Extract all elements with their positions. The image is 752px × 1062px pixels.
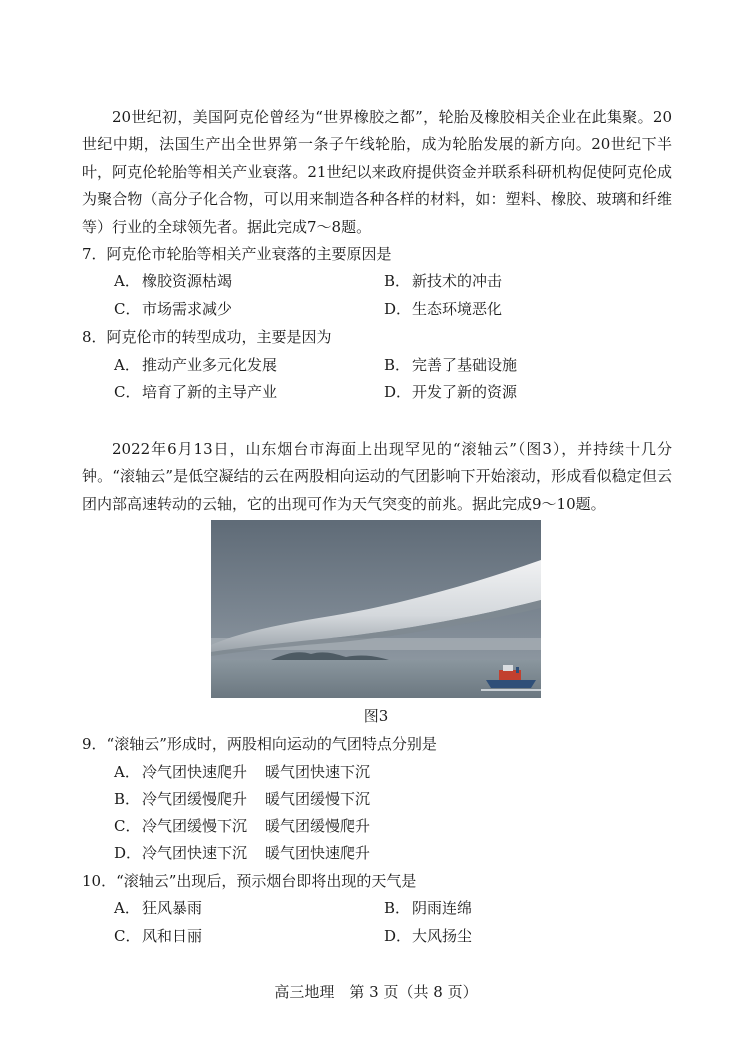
q10-option-d: D．大风扬尘 <box>384 927 473 945</box>
q10-option-a: A． 狂风暴雨 <box>114 899 203 917</box>
figure-caption: 图3 <box>363 707 389 725</box>
question-8-stem: 8．阿克伦市的转型成功，主要是因为 <box>82 328 332 346</box>
roll-cloud-illustration <box>211 520 541 698</box>
q8-option-a: A． 推动产业多元化发展 <box>114 356 278 374</box>
q7-option-d: D．生态环境恶化 <box>384 300 503 318</box>
question-7-stem: 7．阿克伦市轮胎等相关产业衰落的主要原因是 <box>82 245 392 263</box>
q10-option-c: C． 风和日丽 <box>114 927 203 945</box>
q9-option-d: D．冷气团快速下沉 暖气团快速爬升 <box>114 844 371 862</box>
q7-option-b: B． 新技术的冲击 <box>384 272 503 290</box>
q8-option-d: D．开发了新的资源 <box>384 383 518 401</box>
roll-cloud-photo <box>211 520 541 698</box>
q10-option-b: B． 阴雨连绵 <box>384 899 473 917</box>
question-9-stem: 9．“滚轴云”形成时，两股相向运动的气团特点分别是 <box>82 735 437 753</box>
page-footer: 高三地理 第 3 页（共 8 页） <box>274 983 478 1001</box>
sea <box>211 660 541 698</box>
question-10-stem: 10．“滚轴云”出现后，预示烟台即将出现的天气是 <box>82 872 417 890</box>
q9-option-b: B． 冷气团缓慢爬升 暖气团缓慢下沉 <box>114 790 371 808</box>
passage-roll-cloud: 2022年6月13日，山东烟台市海面上出现罕见的“滚轴云”（图3），并持续十几分钟。“滚轴云”是低空凝结的云在两股相向运动的气团影响下开始滚动，形成看似稳定但云团内部高速转动的云轴，它的出现可作为天气突变的前兆。据此完成9～10题。 <box>82 440 672 513</box>
q9-option-a: A． 冷气团快速爬升 暖气团快速下沉 <box>114 763 371 781</box>
q7-option-a: A． 橡胶资源枯竭 <box>114 272 233 290</box>
q7-option-c: C． 市场需求减少 <box>114 300 233 318</box>
q9-option-c: C． 冷气团缓慢下沉 暖气团缓慢爬升 <box>114 817 371 835</box>
q8-option-b: B． 完善了基础设施 <box>384 356 518 374</box>
passage-aklun: 20世纪初，美国阿克伦曾经为“世界橡胶之都”，轮胎及橡胶相关企业在此集聚。20世纪中期，法国生产出全世界第一条子午线轮胎，成为轮胎发展的新方向。20世纪下半叶，阿克伦轮胎等相关产业衰落。21世纪以来政府提供资金并联系科研机构促使阿克伦成为聚合物（高分子化合物，可以用来制造各种各样的材料，如：塑料、橡胶、玻璃和纤维等）行业的全球领先者。据此完成7～8题。 <box>82 108 672 236</box>
q8-option-c: C． 培育了新的主导产业 <box>114 383 278 401</box>
